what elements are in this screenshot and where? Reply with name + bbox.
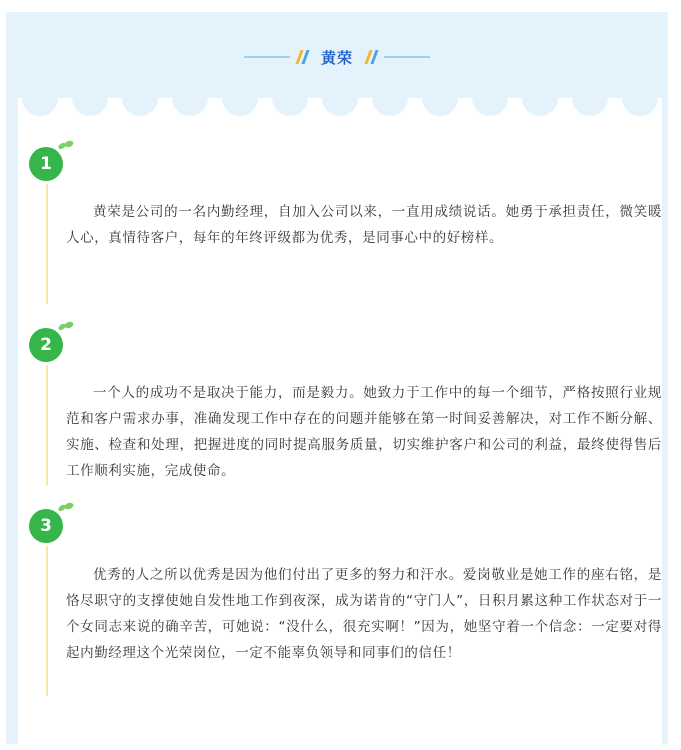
left-slash-icon (298, 50, 307, 64)
sprout-icon (57, 500, 75, 514)
scallop (72, 86, 108, 116)
scallop (272, 86, 308, 116)
timeline-line (46, 184, 48, 304)
section-number-badge: 1 (29, 147, 63, 181)
sprout-icon (57, 138, 75, 152)
section-paragraph: 一个人的成功不是取决于能力，而是毅力。她致力于工作中的每一个细节，严格按照行业规范和客户需求办事，准确发现工作中存在的问题并能够在第一时间妥善解决，对工作不断分解、实施、检查和处理，把握进度的同时提高服务质量，切实维护客户和公司的利益，最终使得售后工作顺利实施，完成使命。 (66, 385, 662, 479)
page-title: 黄荣 (320, 48, 353, 67)
section-paragraph: 黄荣是公司的一名内勤经理，自加入公司以来，一直用成绩说话。她勇于承担责任，微笑暖人心，真情待客户，每年的年终评级都为优秀，是同事心中的好榜样。 (66, 204, 662, 246)
scallop (22, 86, 58, 116)
timeline-line (46, 546, 48, 696)
section-paragraph: 优秀的人之所以优秀是因为他们付出了更多的努力和汗水。爱岗敬业是她工作的座右铭，是恪尽职守的支撑使她自发性地工作到夜深，成为诺肯的“守门人”，日积月累这种工作状态对于一个女同志来说的确辛苦，可她说：“没什么，很充实啊！”因为，她坚守着一个信念：一定要对得起内勤经理这个光荣岗位，一定不能辜负领导和同事们的信任！ (66, 567, 662, 661)
title-banner (6, 42, 668, 72)
right-slash-icon (367, 50, 376, 64)
scallop (122, 86, 158, 116)
left-rule (244, 56, 290, 58)
section-number-badge: 2 (29, 328, 63, 362)
scallop (472, 86, 508, 116)
scallop (322, 86, 358, 116)
scallop (172, 86, 208, 116)
right-rule (384, 56, 430, 58)
scallop (222, 86, 258, 116)
scallop (622, 86, 658, 116)
scallop (522, 86, 558, 116)
sprout-icon (57, 319, 75, 333)
scallop (372, 86, 408, 116)
scallop-edge (18, 86, 662, 116)
timeline-line (46, 365, 48, 485)
scallop (572, 86, 608, 116)
scallop (422, 86, 458, 116)
section-number-badge: 3 (29, 509, 63, 543)
